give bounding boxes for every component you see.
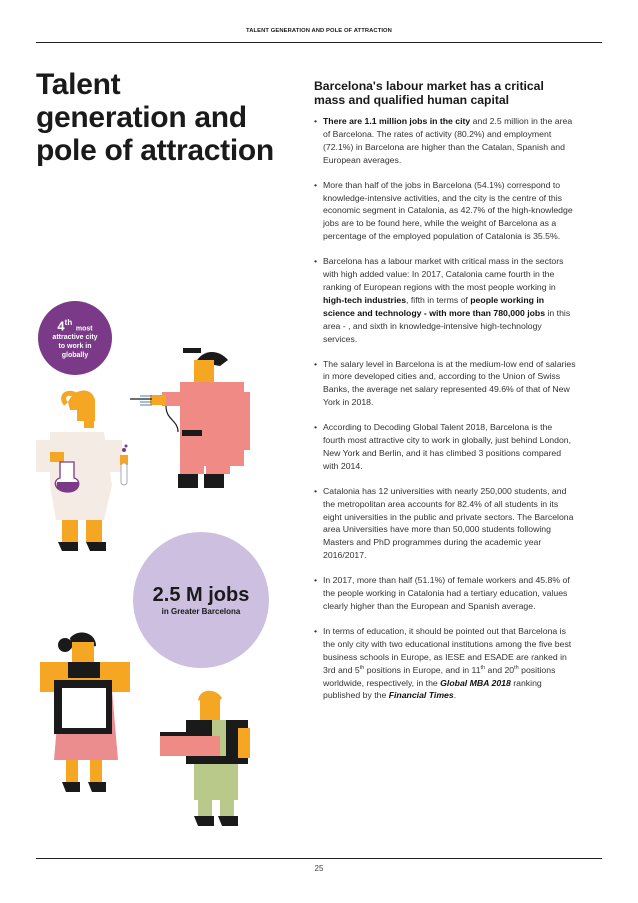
- page-title-line-3: pole of attraction: [36, 134, 274, 167]
- page-number: 25: [314, 864, 324, 873]
- footer-rule: [36, 858, 602, 859]
- bullet-universities: • Catalonia has 12 universities with nearly 250,000 students, and the metropolitan area accounts for 82.4% of all students in its eight universities in the public and private sectors. The Barcelona area Universities have more than 50,000 students following Masters and PhD programmes during the academic year 2016/2017.: [314, 485, 576, 562]
- rank-badge: [38, 301, 112, 375]
- rank-badge-line-2: to work in: [58, 343, 92, 351]
- section-heading: Barcelona's labour market has a critical mass and qualified human capital: [314, 79, 544, 107]
- page-title-line-1: Talent: [36, 68, 121, 101]
- worker-figure: [130, 348, 250, 488]
- bullet-list: [314, 115, 576, 702]
- page-title-line-2: generation and: [36, 101, 247, 134]
- bullet-salary: • The salary level in Barcelona is at the medium-low end of salaries in more developed cities and, according to the Union of Swiss Banks, the average net salary represented 49.6% of that of New York in 2018.: [314, 358, 576, 410]
- rank-badge-headline: 4th most: [57, 317, 93, 334]
- bullet-knowledge-jobs: • More than half of the jobs in Barcelona (54.1%) correspond to knowledge-intensive activities, and the city is the centre of this economic segment in Catalonia, as 42.7% of the high-knowledge jobs are to be found here, while the weight of Barcelona as a percentage of the employed population of Catalonia is 35.5%.: [314, 179, 576, 244]
- bullet-jobs: • There are 1.1 million jobs in the city and 2.5 million in the area of Barcelona. The rates of activity (80.2%) and employment (72.1%) in Barcelona are higher than the Catalan, Spanish and European averages.: [314, 115, 576, 167]
- jobs-badge: [133, 532, 269, 668]
- rank-badge-line-1: attractive city: [52, 334, 98, 342]
- man-figure: [160, 691, 250, 826]
- bullet-tertiary-education: • In 2017, more than half (51.1%) of female workers and 45.8% of the people working in Catalonia had a tertiary education, values clearly higher than the European and Spanish average.: [314, 574, 576, 613]
- bullet-decoding-talent: • According to Decoding Global Talent 2018, Barcelona is the fourth most attractive city to work in globally, just behind London, New York and Berlin, and it has climbed 3 positions compared with 2014.: [314, 421, 576, 473]
- bullet-business-schools: • In terms of education, it should be pointed out that Barcelona is the only city with two educational institutions among the five best business schools in Europe, as IESE and ESADE are ranked in 3rd and 5th positions in Europe, and in 11th and 20th positions worldwide, respectively, in the Global MBA 2018 ranking published by the Financial Times.: [314, 625, 576, 702]
- jobs-badge-caption: in Greater Barcelona: [161, 606, 241, 616]
- scientist-figure: [36, 390, 128, 551]
- jobs-badge-value: 2.5 M jobs: [152, 583, 250, 606]
- header-label: TALENT GENERATION AND POLE OF ATTRACTION: [246, 28, 392, 34]
- woman-figure: [40, 632, 130, 792]
- bullet-critical-mass: • Barcelona has a labour market with critical mass in the sectors with high added value: In 2017, Catalonia came fourth in the ranking of European regions with the most people working in high-tech industries, fifth in terms of people working in science and technology - with more than 780,000 jobs in this area - , and sixth in knowledge-intensive high-technology services.: [314, 255, 576, 345]
- right-column: [314, 79, 576, 714]
- rank-badge-line-3: globally: [61, 352, 89, 360]
